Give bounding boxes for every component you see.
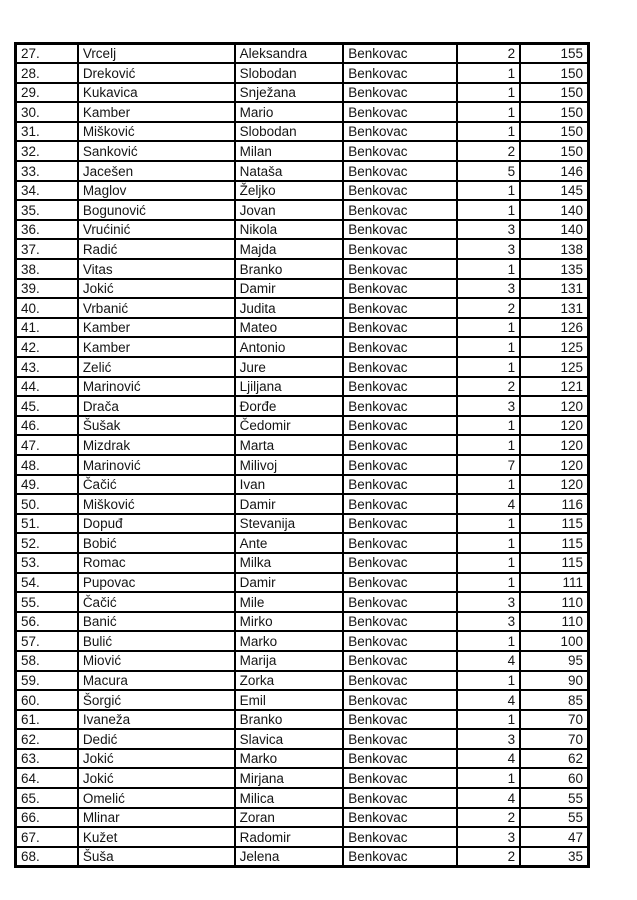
cell-place: Benkovac [343, 357, 457, 377]
cell-first-name: Judita [235, 298, 344, 318]
cell-count: 1 [457, 475, 520, 495]
cell-score: 121 [520, 377, 588, 397]
cell-score: 35 [520, 847, 588, 867]
cell-surname: Kukavica [78, 83, 235, 103]
table-row [16, 83, 589, 103]
cell-count: 3 [457, 279, 520, 299]
cell-rank: 44. [16, 377, 78, 397]
table-row [16, 749, 589, 769]
cell-place: Benkovac [343, 729, 457, 749]
table-row [16, 181, 589, 201]
cell-rank: 66. [16, 808, 78, 828]
cell-place: Benkovac [343, 141, 457, 161]
cell-rank: 39. [16, 279, 78, 299]
table-row [16, 122, 589, 142]
roster-table [14, 42, 590, 868]
cell-score: 55 [520, 788, 588, 808]
cell-rank: 30. [16, 102, 78, 122]
cell-rank: 68. [16, 847, 78, 867]
cell-count: 1 [457, 631, 520, 651]
cell-count: 2 [457, 44, 520, 64]
cell-rank: 63. [16, 749, 78, 769]
cell-place: Benkovac [343, 377, 457, 397]
cell-count: 4 [457, 788, 520, 808]
cell-rank: 58. [16, 651, 78, 671]
table-row [16, 298, 589, 318]
table-row [16, 514, 589, 534]
table-row [16, 671, 589, 691]
cell-surname: Kamber [78, 318, 235, 338]
cell-first-name: Ljiljana [235, 377, 344, 397]
cell-first-name: Milica [235, 788, 344, 808]
cell-score: 120 [520, 455, 588, 475]
cell-first-name: Majda [235, 239, 344, 259]
cell-rank: 37. [16, 239, 78, 259]
table-row [16, 63, 589, 83]
cell-first-name: Slobodan [235, 63, 344, 83]
cell-first-name: Emil [235, 690, 344, 710]
cell-score: 135 [520, 259, 588, 279]
cell-first-name: Željko [235, 181, 344, 201]
cell-place: Benkovac [343, 279, 457, 299]
cell-surname: Zelić [78, 357, 235, 377]
cell-rank: 31. [16, 122, 78, 142]
table-row [16, 239, 589, 259]
cell-first-name: Stevanija [235, 514, 344, 534]
cell-count: 1 [457, 573, 520, 593]
cell-rank: 29. [16, 83, 78, 103]
cell-rank: 62. [16, 729, 78, 749]
cell-score: 150 [520, 63, 588, 83]
table-row [16, 279, 589, 299]
cell-score: 116 [520, 494, 588, 514]
table-row [16, 396, 589, 416]
cell-surname: Čačić [78, 592, 235, 612]
table-row [16, 729, 589, 749]
table-row [16, 494, 589, 514]
cell-rank: 50. [16, 494, 78, 514]
cell-score: 100 [520, 631, 588, 651]
cell-place: Benkovac [343, 690, 457, 710]
cell-first-name: Đorđe [235, 396, 344, 416]
cell-first-name: Jelena [235, 847, 344, 867]
cell-score: 90 [520, 671, 588, 691]
cell-first-name: Damir [235, 494, 344, 514]
cell-score: 150 [520, 102, 588, 122]
cell-first-name: Marko [235, 631, 344, 651]
cell-place: Benkovac [343, 768, 457, 788]
cell-place: Benkovac [343, 63, 457, 83]
cell-rank: 40. [16, 298, 78, 318]
cell-count: 3 [457, 396, 520, 416]
cell-first-name: Snježana [235, 83, 344, 103]
table-row [16, 553, 589, 573]
cell-surname: Romac [78, 553, 235, 573]
cell-first-name: Damir [235, 573, 344, 593]
table-row [16, 416, 589, 436]
cell-count: 2 [457, 141, 520, 161]
cell-count: 2 [457, 377, 520, 397]
cell-score: 110 [520, 592, 588, 612]
cell-count: 1 [457, 435, 520, 455]
cell-rank: 43. [16, 357, 78, 377]
cell-score: 150 [520, 122, 588, 142]
cell-score: 146 [520, 161, 588, 181]
cell-first-name: Milan [235, 141, 344, 161]
cell-first-name: Zoran [235, 808, 344, 828]
cell-score: 125 [520, 357, 588, 377]
table-row [16, 533, 589, 553]
cell-first-name: Nataša [235, 161, 344, 181]
cell-surname: Vrućinić [78, 220, 235, 240]
cell-count: 5 [457, 161, 520, 181]
cell-score: 140 [520, 200, 588, 220]
cell-score: 120 [520, 416, 588, 436]
cell-rank: 49. [16, 475, 78, 495]
cell-surname: Bobić [78, 533, 235, 553]
table-row [16, 768, 589, 788]
cell-surname: Dedić [78, 729, 235, 749]
cell-place: Benkovac [343, 200, 457, 220]
cell-score: 115 [520, 553, 588, 573]
table-row [16, 651, 589, 671]
table-row [16, 847, 589, 867]
cell-surname: Jokić [78, 749, 235, 769]
cell-count: 3 [457, 612, 520, 632]
cell-rank: 45. [16, 396, 78, 416]
cell-count: 3 [457, 729, 520, 749]
cell-surname: Šuša [78, 847, 235, 867]
cell-place: Benkovac [343, 671, 457, 691]
cell-place: Benkovac [343, 318, 457, 338]
cell-first-name: Zorka [235, 671, 344, 691]
cell-surname: Mišković [78, 122, 235, 142]
cell-surname: Mlinar [78, 808, 235, 828]
cell-count: 1 [457, 122, 520, 142]
cell-surname: Jokić [78, 768, 235, 788]
table-row [16, 690, 589, 710]
table-row [16, 161, 589, 181]
cell-score: 85 [520, 690, 588, 710]
cell-rank: 57. [16, 631, 78, 651]
cell-place: Benkovac [343, 83, 457, 103]
cell-count: 4 [457, 749, 520, 769]
cell-rank: 52. [16, 533, 78, 553]
cell-surname: Bulić [78, 631, 235, 651]
cell-rank: 53. [16, 553, 78, 573]
cell-count: 4 [457, 494, 520, 514]
cell-surname: Vrbanić [78, 298, 235, 318]
table-row [16, 788, 589, 808]
cell-score: 131 [520, 279, 588, 299]
cell-count: 3 [457, 827, 520, 847]
cell-surname: Sanković [78, 141, 235, 161]
cell-place: Benkovac [343, 435, 457, 455]
cell-count: 1 [457, 671, 520, 691]
cell-surname: Mišković [78, 494, 235, 514]
cell-score: 111 [520, 573, 588, 593]
cell-surname: Vrcelj [78, 44, 235, 64]
cell-first-name: Antonio [235, 337, 344, 357]
table-row [16, 592, 589, 612]
table-row [16, 102, 589, 122]
cell-rank: 65. [16, 788, 78, 808]
cell-rank: 60. [16, 690, 78, 710]
cell-surname: Jacešen [78, 161, 235, 181]
cell-place: Benkovac [343, 710, 457, 730]
cell-surname: Ivaneža [78, 710, 235, 730]
cell-score: 150 [520, 83, 588, 103]
cell-score: 131 [520, 298, 588, 318]
cell-surname: Dreković [78, 63, 235, 83]
cell-place: Benkovac [343, 220, 457, 240]
cell-count: 2 [457, 847, 520, 867]
cell-place: Benkovac [343, 181, 457, 201]
table-row [16, 455, 589, 475]
cell-place: Benkovac [343, 102, 457, 122]
table-row [16, 141, 589, 161]
cell-place: Benkovac [343, 749, 457, 769]
cell-first-name: Ante [235, 533, 344, 553]
cell-place: Benkovac [343, 475, 457, 495]
cell-score: 120 [520, 396, 588, 416]
table-row [16, 435, 589, 455]
cell-score: 60 [520, 768, 588, 788]
cell-rank: 34. [16, 181, 78, 201]
cell-count: 1 [457, 514, 520, 534]
cell-rank: 51. [16, 514, 78, 534]
cell-score: 55 [520, 808, 588, 828]
cell-score: 115 [520, 533, 588, 553]
cell-surname: Marinović [78, 377, 235, 397]
roster-table-body [16, 44, 589, 867]
cell-rank: 35. [16, 200, 78, 220]
cell-count: 4 [457, 690, 520, 710]
cell-count: 3 [457, 592, 520, 612]
cell-place: Benkovac [343, 533, 457, 553]
cell-count: 1 [457, 553, 520, 573]
cell-rank: 47. [16, 435, 78, 455]
cell-score: 70 [520, 729, 588, 749]
cell-place: Benkovac [343, 44, 457, 64]
cell-place: Benkovac [343, 514, 457, 534]
cell-first-name: Mateo [235, 318, 344, 338]
cell-count: 1 [457, 416, 520, 436]
cell-place: Benkovac [343, 553, 457, 573]
cell-score: 145 [520, 181, 588, 201]
cell-surname: Kužet [78, 827, 235, 847]
table-row [16, 357, 589, 377]
cell-first-name: Mile [235, 592, 344, 612]
cell-first-name: Branko [235, 710, 344, 730]
cell-first-name: Branko [235, 259, 344, 279]
cell-rank: 55. [16, 592, 78, 612]
cell-place: Benkovac [343, 239, 457, 259]
cell-first-name: Marija [235, 651, 344, 671]
cell-first-name: Mirjana [235, 768, 344, 788]
cell-surname: Radić [78, 239, 235, 259]
cell-count: 1 [457, 181, 520, 201]
cell-place: Benkovac [343, 337, 457, 357]
cell-surname: Šušak [78, 416, 235, 436]
cell-place: Benkovac [343, 631, 457, 651]
table-row [16, 612, 589, 632]
cell-count: 3 [457, 239, 520, 259]
cell-score: 155 [520, 44, 588, 64]
cell-first-name: Slobodan [235, 122, 344, 142]
table-row [16, 318, 589, 338]
cell-score: 140 [520, 220, 588, 240]
cell-place: Benkovac [343, 592, 457, 612]
cell-surname: Šorgić [78, 690, 235, 710]
cell-rank: 41. [16, 318, 78, 338]
cell-surname: Marinović [78, 455, 235, 475]
cell-count: 4 [457, 651, 520, 671]
cell-count: 3 [457, 220, 520, 240]
cell-score: 47 [520, 827, 588, 847]
table-row [16, 220, 589, 240]
cell-surname: Maglov [78, 181, 235, 201]
table-row [16, 710, 589, 730]
table-row [16, 827, 589, 847]
cell-first-name: Mario [235, 102, 344, 122]
cell-first-name: Milivoj [235, 455, 344, 475]
cell-first-name: Jure [235, 357, 344, 377]
cell-first-name: Nikola [235, 220, 344, 240]
cell-place: Benkovac [343, 494, 457, 514]
cell-rank: 67. [16, 827, 78, 847]
cell-rank: 64. [16, 768, 78, 788]
cell-place: Benkovac [343, 827, 457, 847]
cell-surname: Miović [78, 651, 235, 671]
cell-place: Benkovac [343, 651, 457, 671]
cell-score: 138 [520, 239, 588, 259]
cell-place: Benkovac [343, 122, 457, 142]
table-row [16, 200, 589, 220]
cell-surname: Banić [78, 612, 235, 632]
table-row [16, 259, 589, 279]
cell-surname: Kamber [78, 337, 235, 357]
table-row [16, 337, 589, 357]
cell-count: 1 [457, 259, 520, 279]
cell-place: Benkovac [343, 298, 457, 318]
cell-count: 1 [457, 357, 520, 377]
cell-first-name: Ivan [235, 475, 344, 495]
cell-count: 1 [457, 533, 520, 553]
cell-count: 1 [457, 200, 520, 220]
cell-score: 120 [520, 435, 588, 455]
cell-place: Benkovac [343, 573, 457, 593]
table-row [16, 475, 589, 495]
cell-place: Benkovac [343, 161, 457, 181]
cell-count: 2 [457, 808, 520, 828]
cell-first-name: Damir [235, 279, 344, 299]
cell-surname: Omelić [78, 788, 235, 808]
cell-rank: 36. [16, 220, 78, 240]
cell-surname: Bogunović [78, 200, 235, 220]
cell-count: 7 [457, 455, 520, 475]
cell-rank: 32. [16, 141, 78, 161]
cell-place: Benkovac [343, 808, 457, 828]
cell-surname: Dopuđ [78, 514, 235, 534]
table-row [16, 44, 589, 64]
cell-score: 110 [520, 612, 588, 632]
cell-place: Benkovac [343, 847, 457, 867]
cell-rank: 61. [16, 710, 78, 730]
cell-surname: Macura [78, 671, 235, 691]
cell-score: 126 [520, 318, 588, 338]
cell-surname: Mizdrak [78, 435, 235, 455]
cell-count: 1 [457, 710, 520, 730]
cell-score: 115 [520, 514, 588, 534]
cell-place: Benkovac [343, 416, 457, 436]
cell-first-name: Čedomir [235, 416, 344, 436]
cell-count: 1 [457, 318, 520, 338]
cell-score: 70 [520, 710, 588, 730]
cell-surname: Čačić [78, 475, 235, 495]
cell-surname: Vitas [78, 259, 235, 279]
cell-rank: 56. [16, 612, 78, 632]
cell-surname: Drača [78, 396, 235, 416]
table-row [16, 808, 589, 828]
table-row [16, 573, 589, 593]
cell-score: 125 [520, 337, 588, 357]
cell-place: Benkovac [343, 612, 457, 632]
cell-surname: Kamber [78, 102, 235, 122]
cell-first-name: Marta [235, 435, 344, 455]
cell-first-name: Jovan [235, 200, 344, 220]
cell-count: 1 [457, 83, 520, 103]
cell-place: Benkovac [343, 788, 457, 808]
cell-count: 1 [457, 337, 520, 357]
cell-rank: 27. [16, 44, 78, 64]
cell-first-name: Milka [235, 553, 344, 573]
cell-count: 1 [457, 63, 520, 83]
cell-place: Benkovac [343, 455, 457, 475]
cell-rank: 54. [16, 573, 78, 593]
cell-score: 95 [520, 651, 588, 671]
cell-count: 1 [457, 768, 520, 788]
cell-score: 120 [520, 475, 588, 495]
cell-count: 1 [457, 102, 520, 122]
cell-place: Benkovac [343, 259, 457, 279]
cell-rank: 42. [16, 337, 78, 357]
cell-surname: Pupovac [78, 573, 235, 593]
cell-rank: 59. [16, 671, 78, 691]
cell-count: 2 [457, 298, 520, 318]
cell-rank: 46. [16, 416, 78, 436]
cell-first-name: Radomir [235, 827, 344, 847]
table-row [16, 631, 589, 651]
table-row [16, 377, 589, 397]
cell-rank: 28. [16, 63, 78, 83]
cell-first-name: Mirko [235, 612, 344, 632]
cell-place: Benkovac [343, 396, 457, 416]
cell-surname: Jokić [78, 279, 235, 299]
cell-first-name: Aleksandra [235, 44, 344, 64]
cell-first-name: Slavica [235, 729, 344, 749]
cell-rank: 48. [16, 455, 78, 475]
cell-rank: 38. [16, 259, 78, 279]
cell-rank: 33. [16, 161, 78, 181]
cell-first-name: Marko [235, 749, 344, 769]
cell-score: 62 [520, 749, 588, 769]
cell-score: 150 [520, 141, 588, 161]
